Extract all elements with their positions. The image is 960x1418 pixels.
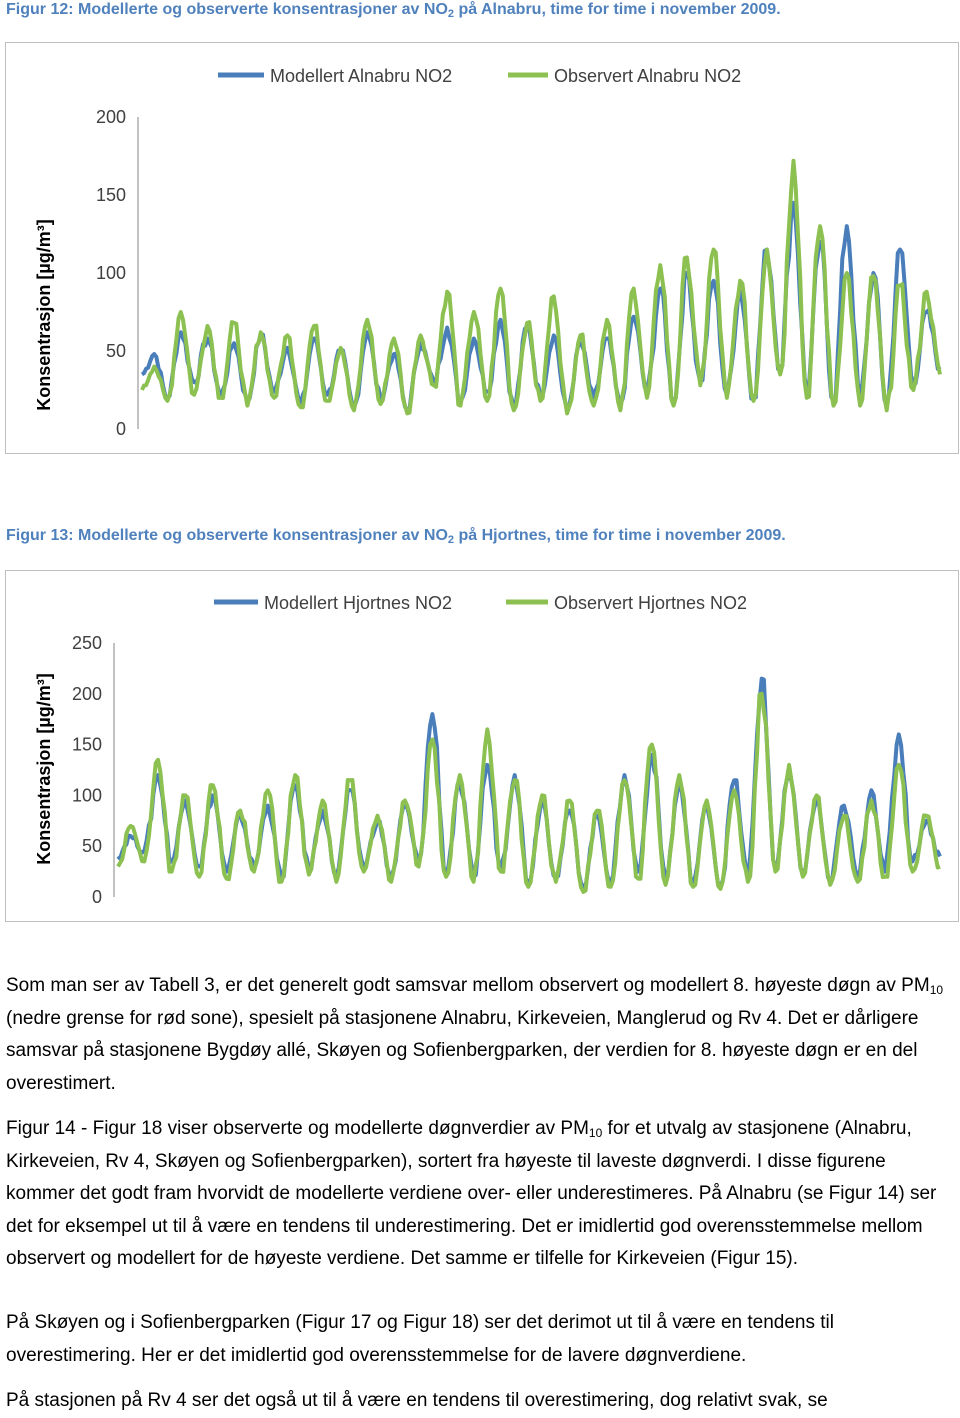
alnabru-chart-svg xyxy=(6,43,958,453)
y-tick-label: 150 xyxy=(72,735,102,755)
pm10-subscript: 10 xyxy=(589,1126,602,1140)
legend-label: Observert Hjortnes NO2 xyxy=(554,593,747,613)
y-tick-label: 100 xyxy=(72,785,102,805)
paragraph-1 xyxy=(6,970,958,1100)
paragraph-2-text: Figur 14 - Figur 18 viser observerte og modellerte døgnverdier av PM xyxy=(6,1118,589,1139)
y-axis-label: Konsentrasjon [µg/m³] xyxy=(34,219,54,410)
paragraph-1-text: Som man ser av Tabell 3, er det generelt godt samsvar mellom observert og modellert 8. høyeste døgn av PM xyxy=(6,975,930,996)
hjortnes-chart-svg xyxy=(6,571,958,921)
caption-text-end: på Alnabru, time for time i november 2009. xyxy=(454,1,781,18)
pm10-subscript: 10 xyxy=(930,983,943,997)
series-line-observed xyxy=(142,161,940,414)
paragraph-3: På Skøyen og i Sofienbergparken (Figur 17 og Figur 18) ser det derimot ut til å være en tendens til overestimering. Her er det imidlertid god overensstemmelse for de lavere døgnverdiene. xyxy=(6,1307,958,1372)
caption-text-end: på Hjortnes, time for time i november 2009. xyxy=(454,527,786,544)
series-line-observed xyxy=(118,694,940,892)
y-tick-label: 250 xyxy=(72,633,102,653)
paragraph-2-text-end: for et utvalg av stasjonene (Alnabru, Kirkeveien, Rv 4, Skøyen og Sofienbergparken), sortert fra høyeste til laveste døgnverdi. I disse figurene kommer det godt fram hvorvidt de modellerte verdiene over- eller underestimeres. På Alnabru (se Figur 14) ser det for eksempel ut til å være en tendens til underestimering. Det er imidlertid god overensstemmelse mellom observert og modellert for de høyeste verdiene. Det samme er tilfelle for Kirkeveien (Figur 15). xyxy=(6,1118,936,1269)
y-tick-label: 200 xyxy=(96,107,126,127)
paragraph-4: På stasjonen på Rv 4 ser det også ut til å være en tendens til overestimering, dog relativt svak, se xyxy=(6,1385,958,1418)
y-tick-label: 200 xyxy=(72,684,102,704)
caption-subscript: 2 xyxy=(448,8,454,20)
y-tick-label: 50 xyxy=(82,836,102,856)
hjortnes-chart xyxy=(5,570,959,922)
series-line-modelled xyxy=(118,679,940,887)
caption-text: Figur 12: Modellerte og observerte konsentrasjoner av NO xyxy=(6,1,448,18)
y-tick-label: 0 xyxy=(116,419,126,439)
y-tick-label: 150 xyxy=(96,185,126,205)
y-tick-label: 100 xyxy=(96,263,126,283)
alnabru-chart xyxy=(5,42,959,454)
y-tick-label: 50 xyxy=(106,341,126,361)
figure-13-caption xyxy=(6,527,786,546)
y-axis-label: Konsentrasjon [µg/m³] xyxy=(34,673,54,864)
legend-label: Modellert Hjortnes NO2 xyxy=(264,593,452,613)
legend-label: Observert Alnabru NO2 xyxy=(554,66,741,86)
figure-12-caption xyxy=(6,1,781,20)
paragraph-1-text-end: (nedre grense for rød sone), spesielt på stasjonene Alnabru, Kirkeveien, Manglerud og Rv 4. Det er dårligere samsvar på stasjonene Bygdøy allé, Skøyen og Sofienbergparken, der verdien for 8. høyeste døgn er en del overestimert. xyxy=(6,1008,919,1094)
y-tick-label: 0 xyxy=(92,887,102,907)
legend-label: Modellert Alnabru NO2 xyxy=(270,66,452,86)
paragraph-2 xyxy=(6,1113,958,1276)
caption-subscript: 2 xyxy=(448,534,454,546)
caption-text: Figur 13: Modellerte og observerte konsentrasjoner av NO xyxy=(6,527,448,544)
